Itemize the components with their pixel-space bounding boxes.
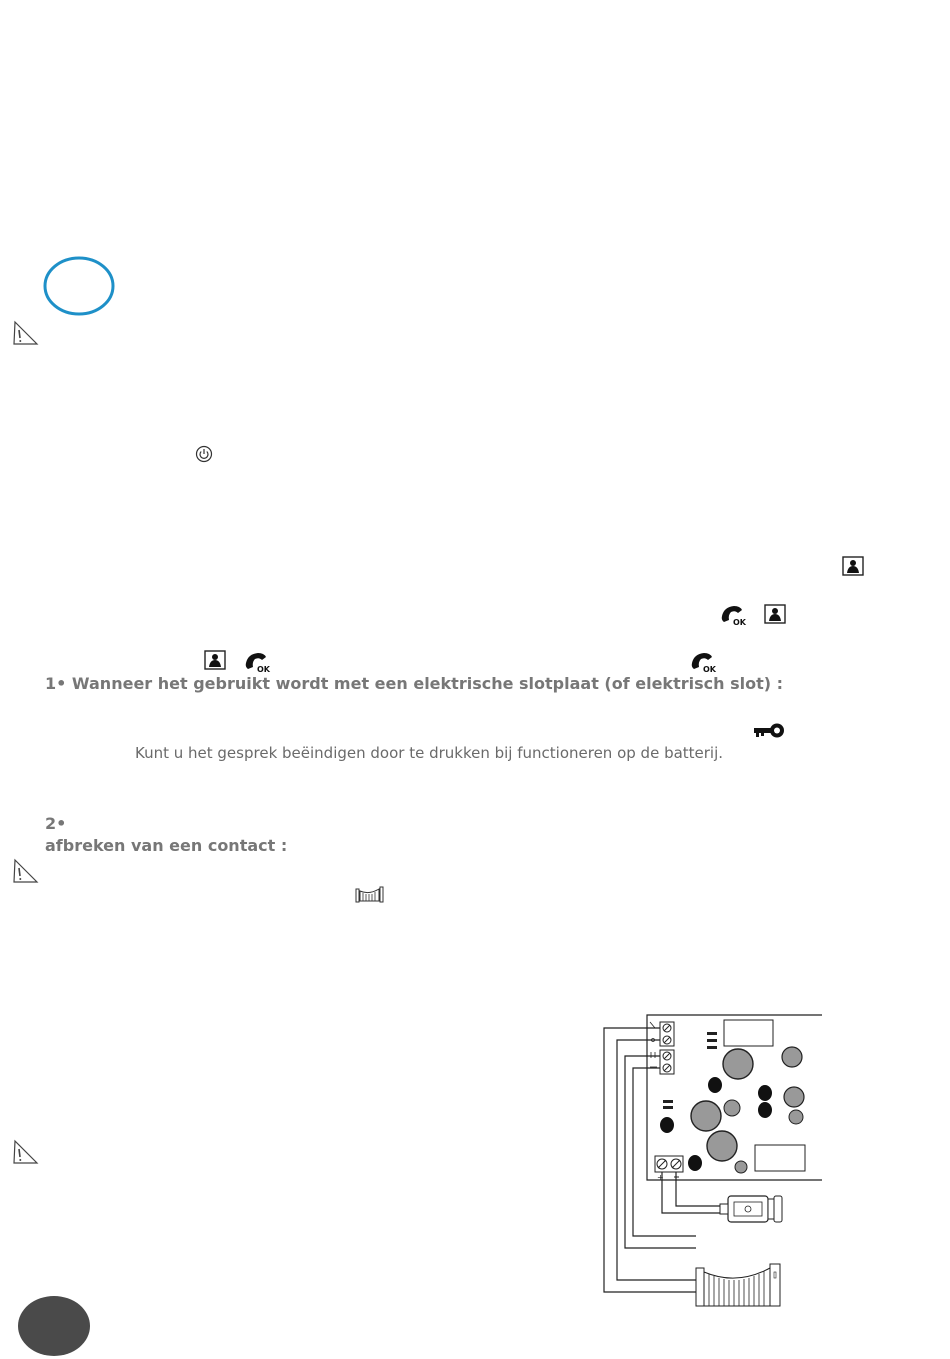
phone-ok-icon [244, 651, 272, 673]
svg-text:OK: OK [257, 665, 270, 673]
section1-heading: 1• Wanneer het gebruikt wordt met een elektrische slotplaat (of elektrisch slot) : [45, 674, 783, 693]
warning-icon [12, 858, 40, 884]
section2-number: 2• [45, 814, 67, 833]
svg-text:OK: OK [703, 665, 716, 673]
phone-ok-icon [720, 604, 748, 626]
section2-heading: afbreken van een contact : [45, 836, 288, 855]
section1-note: Kunt u het gesprek beëindigen door te drukken bij functioneren op de batterij. [135, 744, 724, 762]
page-tab-icon [18, 1296, 92, 1356]
warning-icon [12, 320, 40, 346]
person-camera-icon [764, 604, 786, 624]
person-camera-icon [204, 650, 226, 670]
language-badge-icon [42, 255, 116, 317]
svg-text:+: + [657, 1173, 664, 1182]
key-icon [753, 722, 785, 740]
svg-text:OK: OK [733, 618, 746, 626]
gate-icon [355, 885, 385, 903]
person-camera-icon [842, 556, 864, 576]
warning-icon [12, 1139, 40, 1165]
power-icon [195, 445, 213, 463]
phone-ok-icon [690, 651, 718, 673]
wiring-diagram [600, 1010, 830, 1310]
